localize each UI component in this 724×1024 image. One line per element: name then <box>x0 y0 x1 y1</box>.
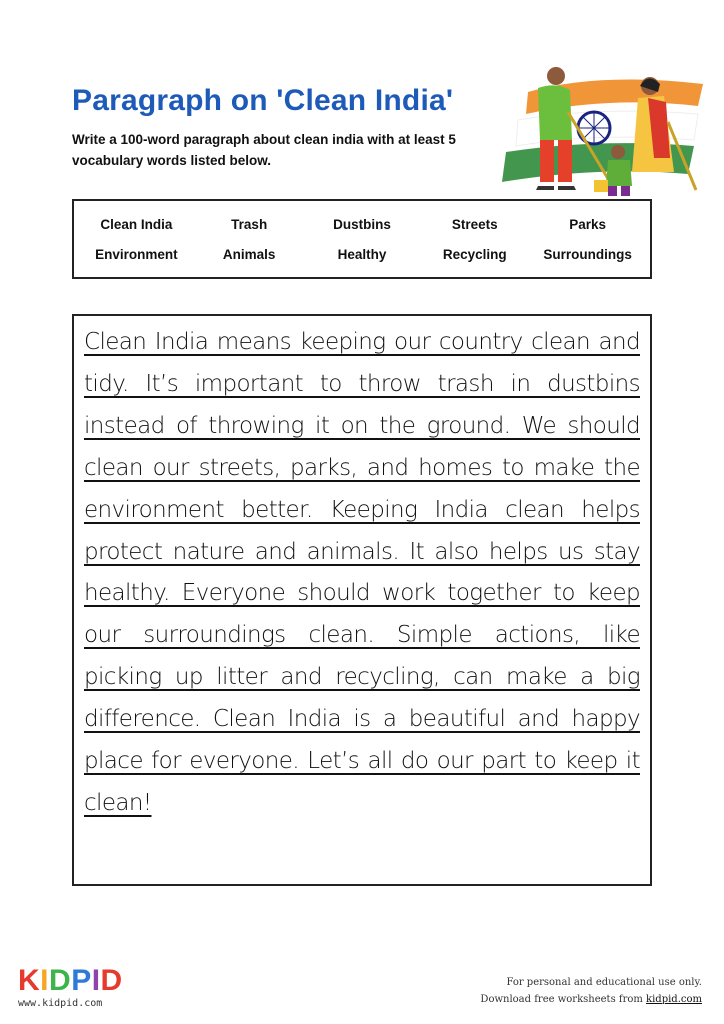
page-title: Paragraph on 'Clean India' <box>72 84 454 117</box>
footer-line-2-prefix: Download free worksheets from <box>480 994 647 1005</box>
footer-line-1: For personal and educational use only. <box>506 977 702 988</box>
instructions-text: Write a 100-word paragraph about clean india with at least 5 vocabulary words listed below. <box>72 132 456 168</box>
vocab-word: Parks <box>569 216 606 232</box>
vocab-word: Clean India <box>100 216 173 232</box>
footer-line-2 <box>480 991 702 1008</box>
logo-url: www.kidpid.com <box>18 998 103 1009</box>
vocab-word: Dustbins <box>333 216 391 232</box>
logo-wordmark: KIDPID <box>18 964 123 997</box>
vocab-word: Recycling <box>442 246 507 262</box>
vocab-word: Surroundings <box>543 246 632 262</box>
footer-notice <box>480 974 702 1008</box>
vocab-word: Streets <box>451 216 498 232</box>
kidpid-logo <box>18 966 123 1009</box>
vocab-word: Environment <box>95 246 178 262</box>
paragraph-box <box>72 314 652 886</box>
vocab-word: Animals <box>222 246 276 262</box>
vocab-word: Healthy <box>337 246 387 262</box>
paragraph-text: Clean India means keeping our country clean and tidy. It’s important to throw trash in dustbins instead of throwing it on the ground. We should clean our streets, parks, and homes to make the environment better. Keeping India clean helps protect nature and animals. It also helps us stay healthy. Everyone should work together to keep our surroundings clean. Simple actions, like picking up litter and recycling, can make a big difference. Clean India is a beautiful and happy place for everyone. Let’s all do our part to keep it clean! <box>84 329 640 816</box>
vocabulary-box <box>72 199 652 279</box>
clean-india-illustration <box>498 62 710 202</box>
vocab-word: Trash <box>231 216 268 232</box>
kidpid-link[interactable]: kidpid.com <box>646 994 702 1005</box>
